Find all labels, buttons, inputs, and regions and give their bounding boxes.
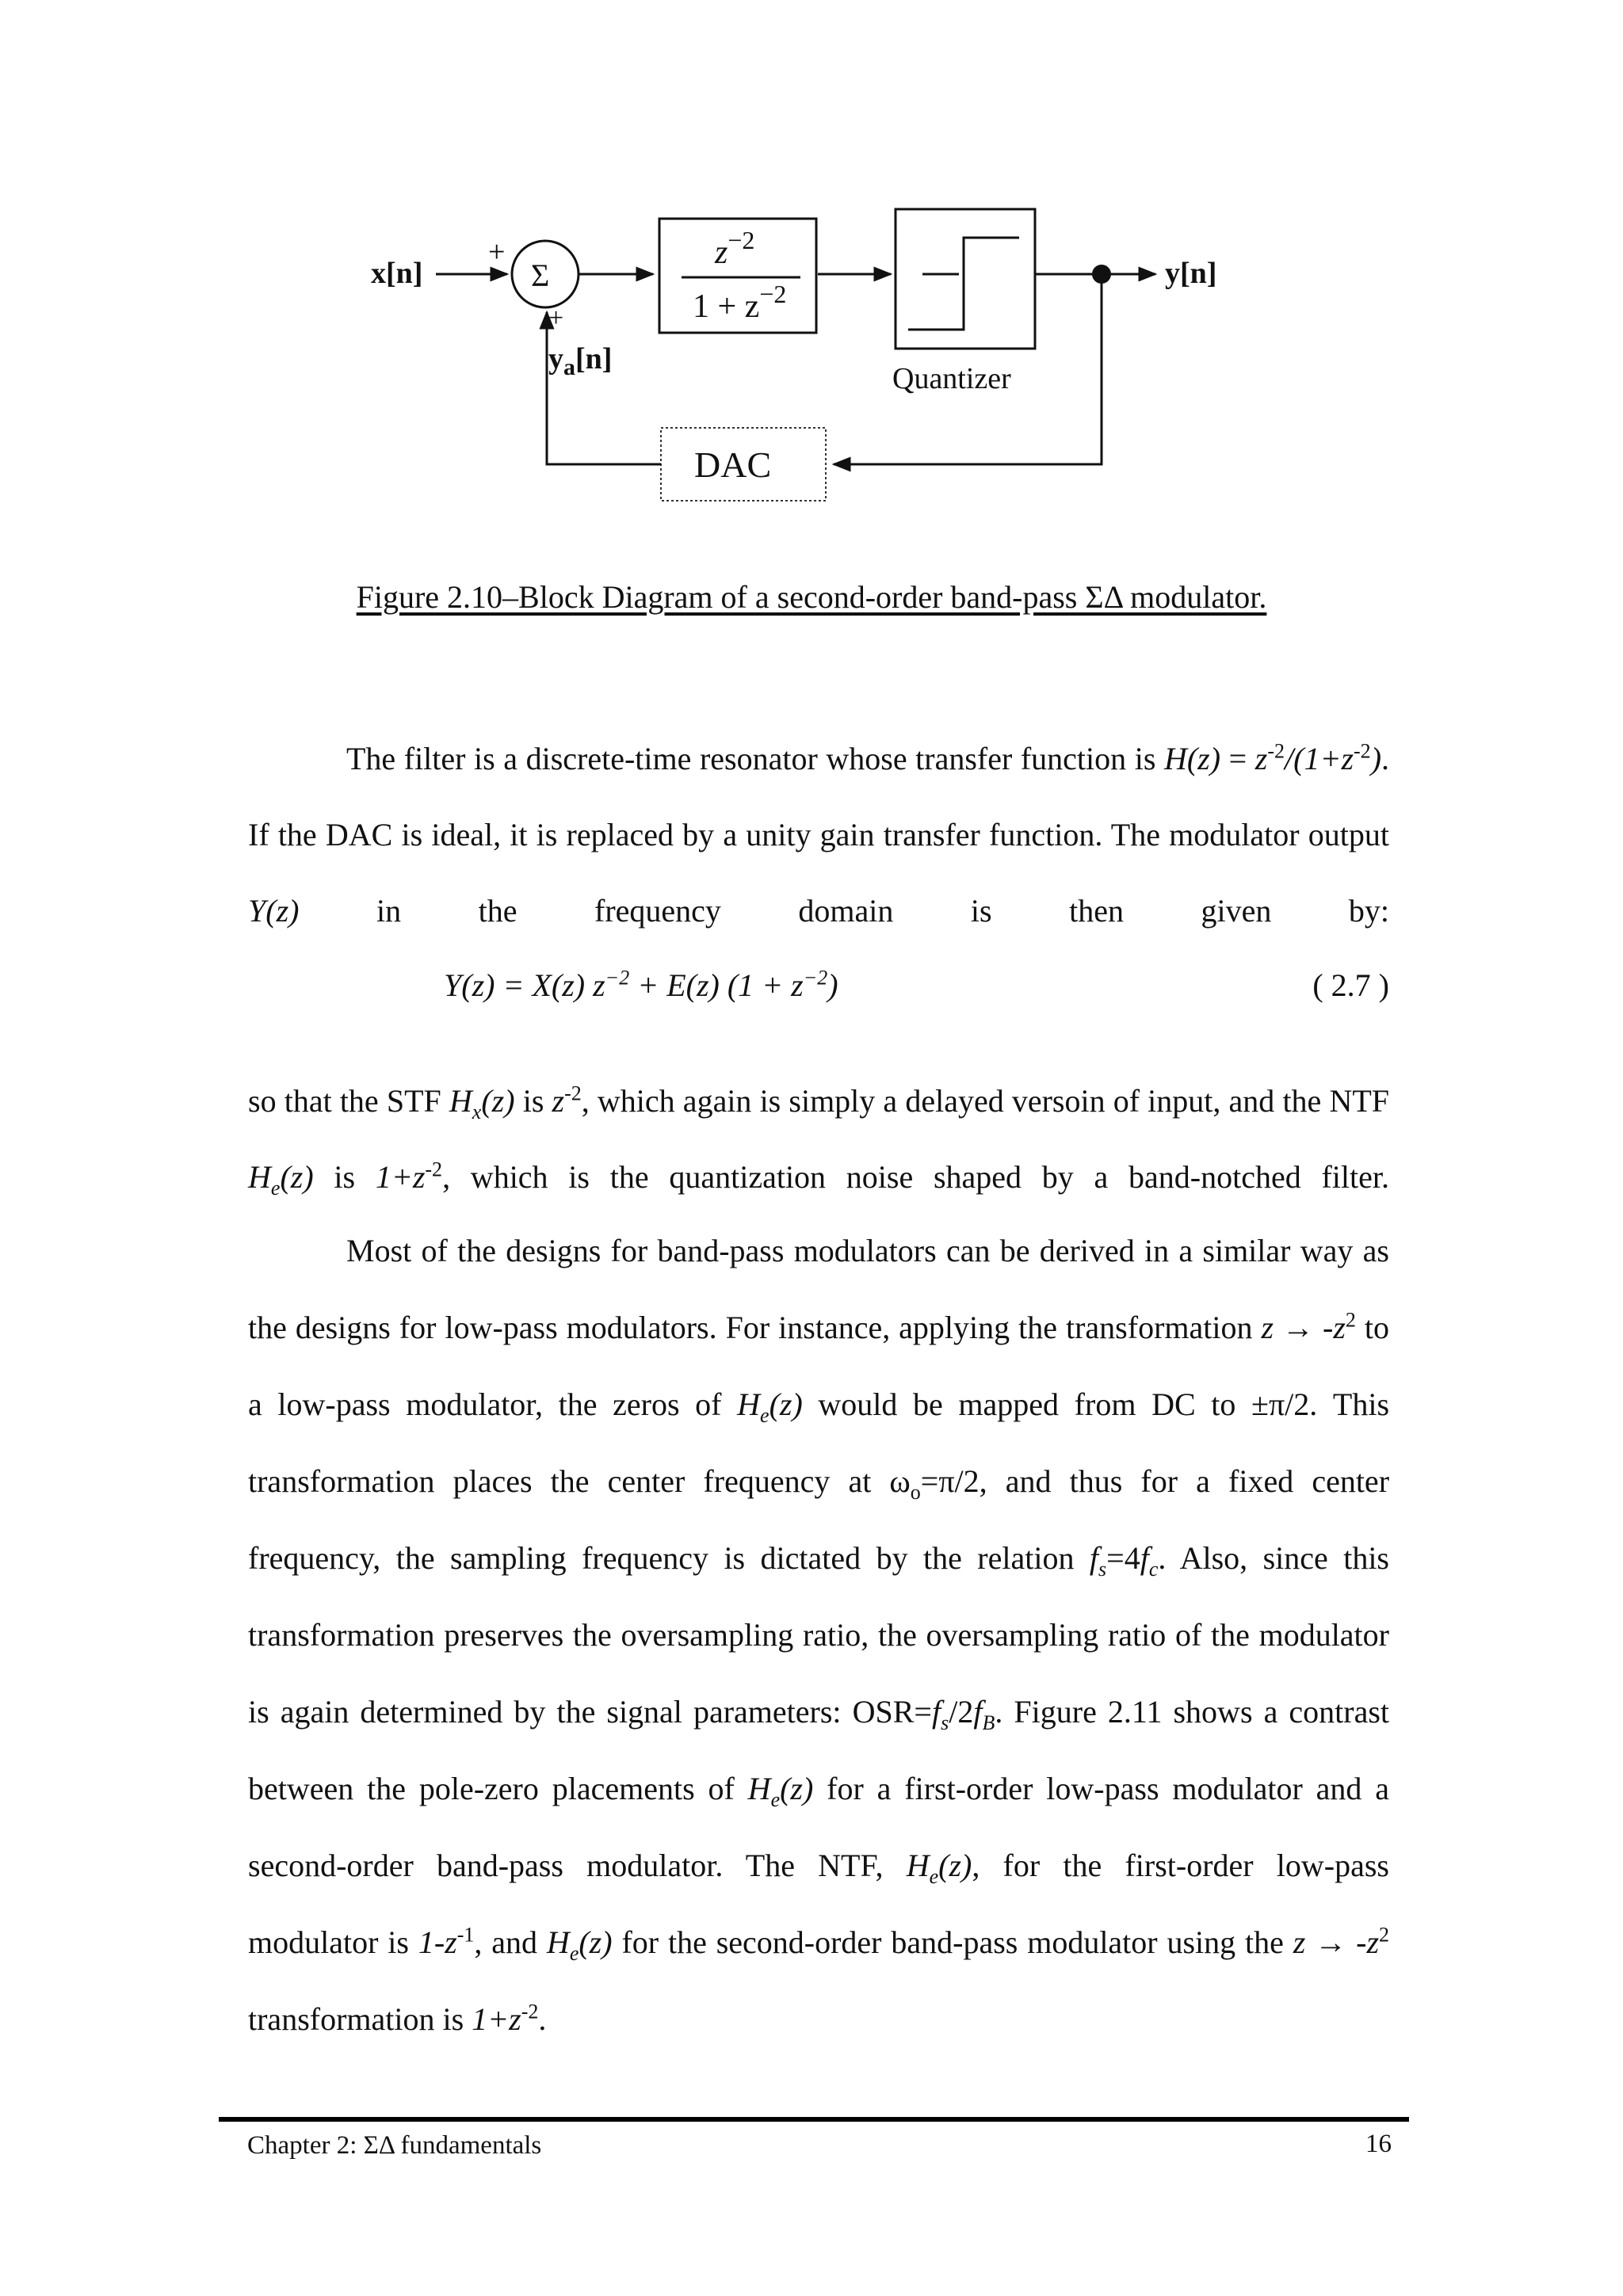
page-number: 16 [1365, 2130, 1392, 2158]
dac-label: DAC [694, 444, 772, 485]
figure-caption: Figure 2.10–Block Diagram of a second-order band-pass ΣΔ modulator. [356, 579, 1267, 615]
input-label: x[n] [371, 257, 423, 290]
output-label: y[n] [1165, 257, 1217, 290]
block-diagram [349, 190, 1379, 523]
quantizer-label: Quantizer [892, 362, 1011, 395]
footer-rule [219, 2117, 1409, 2122]
sum-symbol: Σ [531, 257, 550, 293]
filter-denominator: $1 + z^{-2}$ [693, 280, 787, 325]
quantizer-block [896, 209, 1035, 349]
sum-plus-top: + [488, 235, 506, 269]
footer-chapter: Chapter 2: ΣΔ fundamentals [247, 2131, 542, 2160]
equation-2-7: Y(z) = X(z) $z^{-2} + E(z) (1 + z^{-2})$ [444, 966, 838, 1003]
feedback-line-left [547, 312, 661, 464]
paragraph-1: The filter is a discrete-time resonator whose transfer function is $H(z) = z^{-2}/(1+z^{-2})$. If the DAC is ideal, it is replaced by a unity gain transfer function. The modulator output Y(z) in the frequency domain is then given by: [248, 739, 1390, 929]
quantizer-step-icon [908, 238, 1019, 330]
paragraph-2: so that the STF $H_x(z)$ is $z^{-2}$, which again is simply a delayed versoin of input, and the NTF $H_e(z)$ is $1+z^{-2}$, which is the quantization noise shaped by a band-notched filter. [248, 1081, 1390, 1199]
feedback-label: $y_a[n]$ [548, 342, 613, 380]
paragraph-3: Most of the designs for band-pass modulators can be derived in a similar way as the designs for low-pass modulators. For instance, applying the transformation $z \to -z^2$ to a low-pass modulator, the zeros of $H_e(z)$ would be mapped from DC to ±π/2. This transformation places the center frequency at $\omega_o=\pi/2$, and thus for a fixed center frequency, the sampling frequency is dictated by the relation $f_s=4f_c$. Also, since this transformation preserves the oversampling ratio, the oversampling ratio of the modulator is again determined by the signal parameters: $OSR=f_s/2f_B$. Figure 2.11 shows a contrast between the pole-zero placements of $H_e(z)$ for a first-order low-pass modulator and a second-order band-pass modulator. The NTF, $H_e(z)$, for the first-order low-pass modulator is $1-z^{-1}$, and $H_e(z)$ for the second-order band-pass modulator using the $z \to -z^2$ transformation is $1+z^{-2}$. [248, 1233, 1390, 2037]
sum-plus-bottom: + [548, 303, 564, 333]
equation-number: ( 2.7 ) [1312, 967, 1389, 1003]
filter-numerator: $z^{-2}$ [715, 226, 755, 271]
